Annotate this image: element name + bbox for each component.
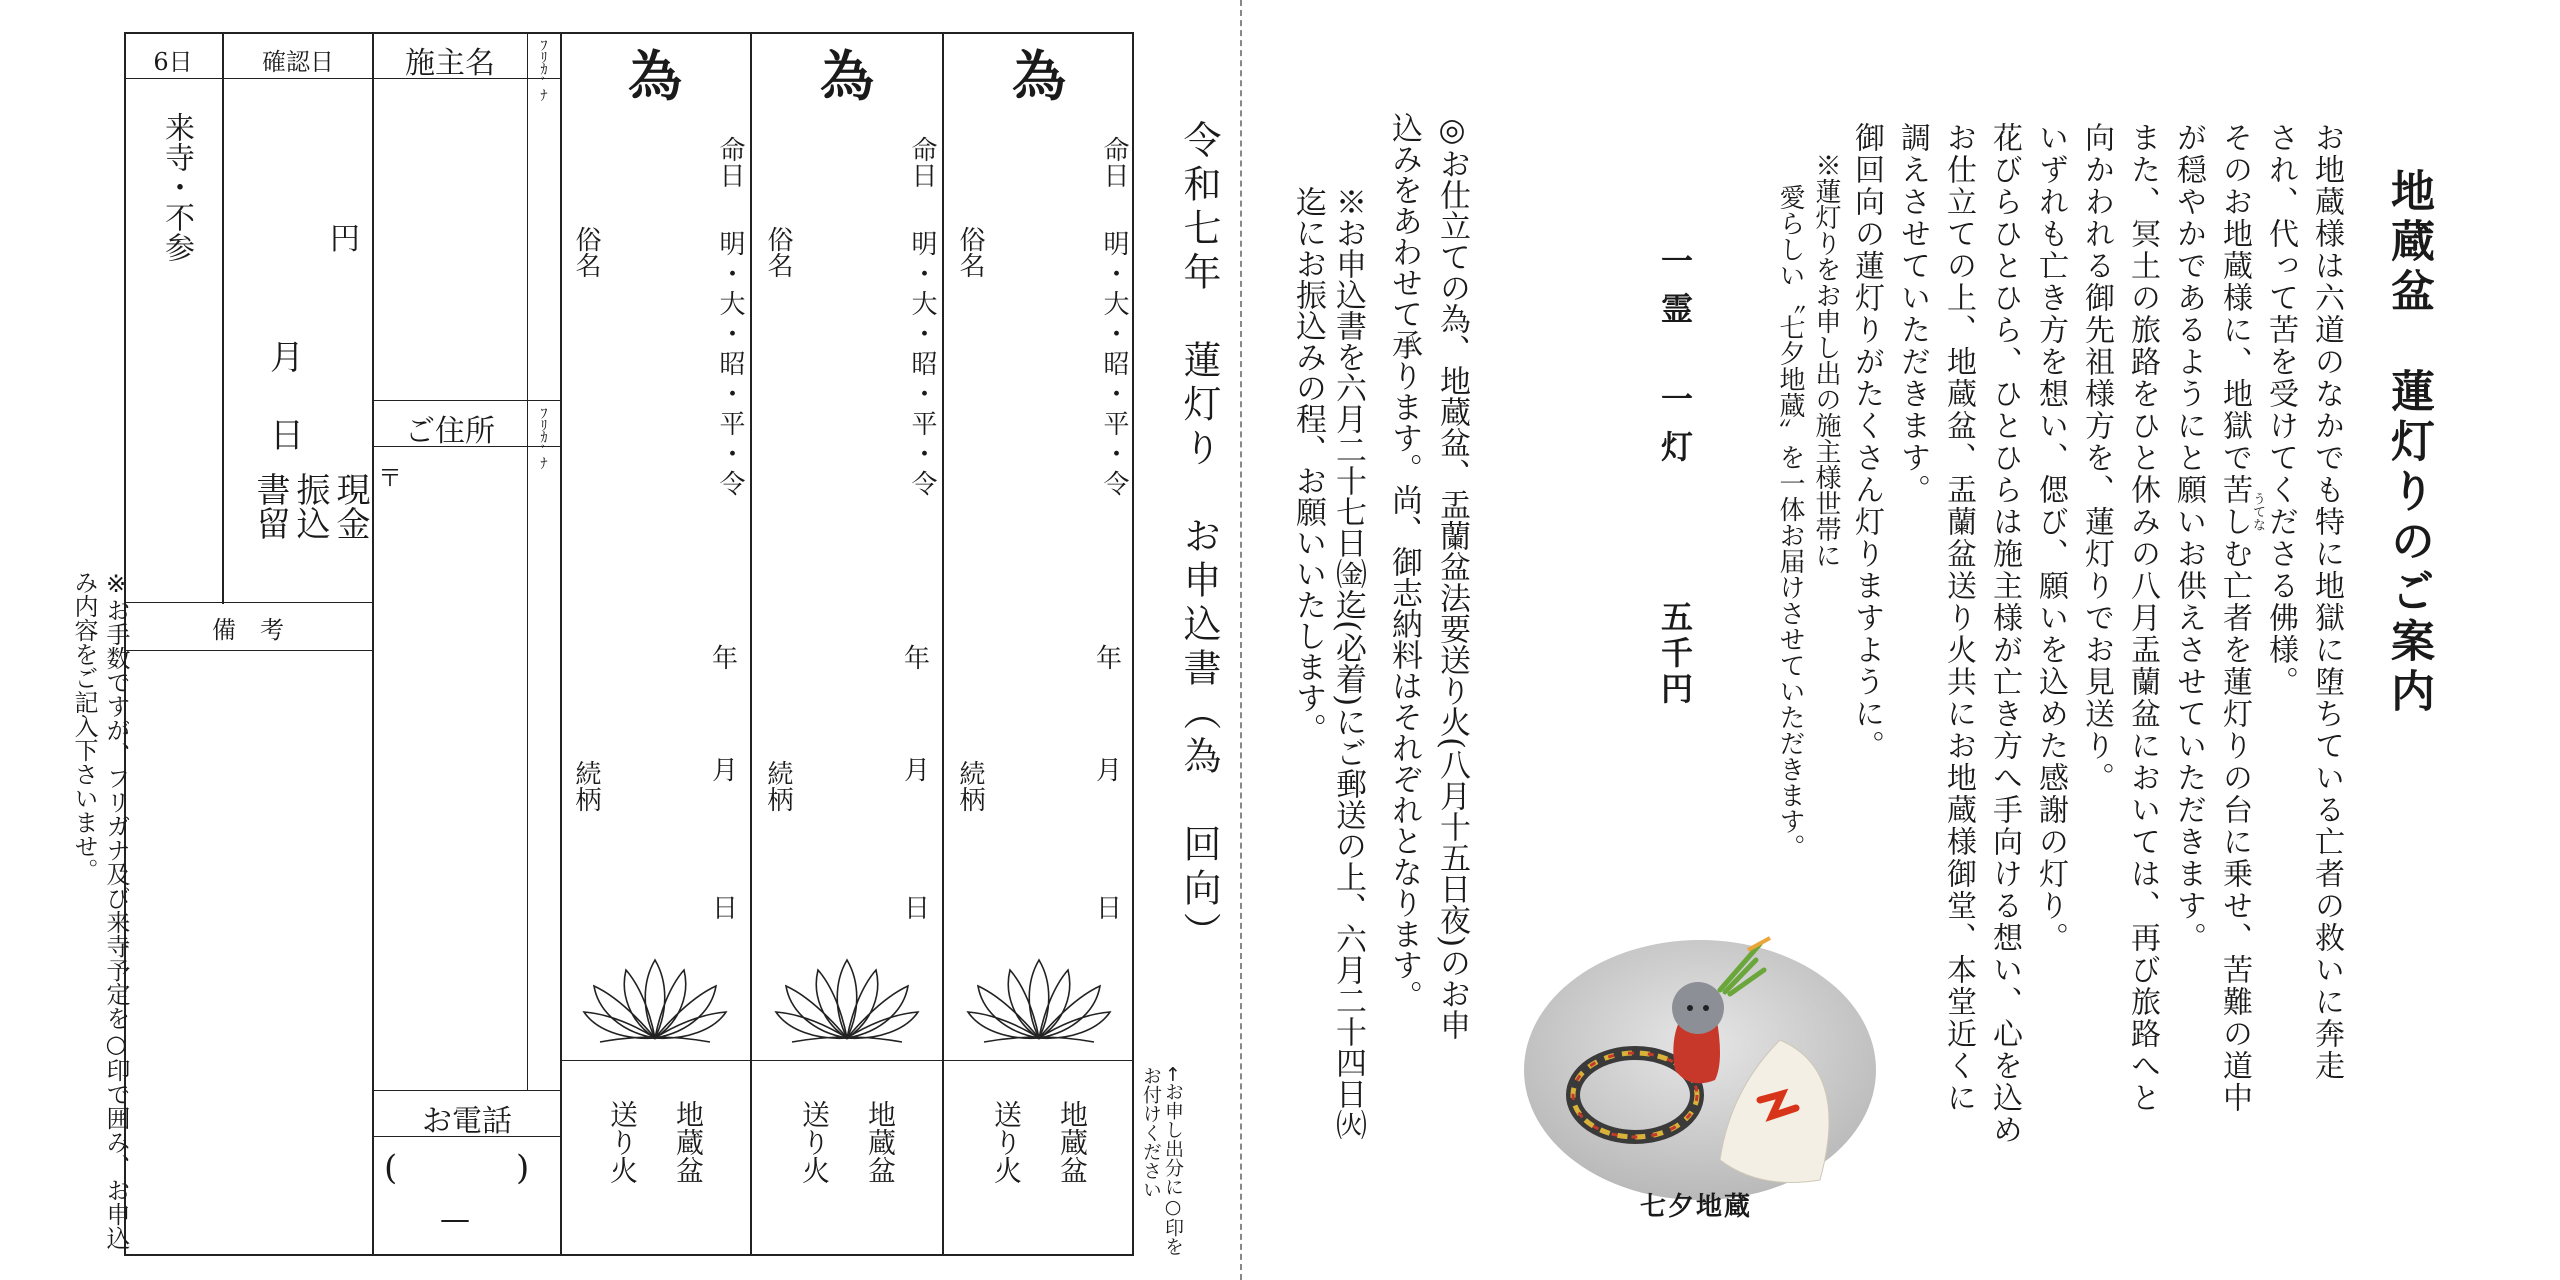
day-unit: 日 — [270, 416, 304, 456]
era-options[interactable]: 明・大・昭・平・令 — [1099, 230, 1129, 500]
info-line: お地蔵様は六道のなかでも特に地獄に堕ちている亡者の救いに奔走 — [2309, 122, 2344, 1082]
meinichi-label: 命日 — [1099, 136, 1129, 188]
info-line: が穏やかであるようにと願いお供えさせていただきます。 — [2171, 122, 2206, 954]
lotus-icon — [772, 952, 922, 1048]
year-unit: 年 — [1096, 644, 1123, 674]
yen-unit: 円 — [330, 222, 360, 257]
day-unit: 日 — [904, 894, 931, 924]
payment-registered[interactable]: 書留 — [250, 472, 290, 540]
price-reikon: 一霊 — [1656, 244, 1694, 340]
day-unit: 日 — [1096, 894, 1123, 924]
tanabata-jizo-photo — [1520, 930, 1880, 1230]
payment-cash[interactable]: 現金 — [330, 472, 370, 540]
jizoubon-option[interactable]: 地蔵盆 — [864, 1100, 897, 1184]
info-line: いずれも亡き方を想い、偲び、願いを込めた感謝の灯り。 — [2033, 122, 2068, 954]
furigana-label-name: ﾌﾘｶﾞﾅ — [535, 38, 551, 100]
phone-paren-open: ( — [384, 1148, 398, 1188]
month-unit: 月 — [1096, 756, 1123, 786]
deadline-note: ※お申込書を六月二十七日㈮迄(必着)にご郵送の上、六月二十四日㈫迄にお振込みの程、お願いいたします。 — [1290, 186, 1366, 1141]
circle-instruction: ←お申し出分に○印をお付けください — [1140, 1066, 1184, 1256]
address-label: ご住所 — [405, 414, 495, 449]
zokugara-label: 続柄 — [571, 760, 601, 812]
okuribi-option[interactable]: 送り火 — [606, 1100, 639, 1184]
phone-paren-close: ) — [516, 1148, 530, 1188]
era-options[interactable]: 明・大・昭・平・令 — [907, 230, 937, 500]
seshu-name-field[interactable] — [376, 82, 526, 398]
okuribi-option[interactable]: 送り火 — [990, 1100, 1023, 1184]
price-itto: 一灯 — [1656, 382, 1694, 478]
day6-header: 6日 — [153, 48, 193, 76]
jizoubon-option[interactable]: 地蔵盆 — [672, 1100, 705, 1184]
info-title: 地蔵盆 蓮灯りのご案内 — [2383, 168, 2434, 718]
info-line: 花びらひとひら、ひとひらは施主様が亡き方へ手向ける想い、心を込め — [1987, 122, 2022, 1146]
kakunin-header: 確認日 — [262, 48, 334, 76]
lotus-icon — [964, 952, 1114, 1048]
price-amount: 五千円 — [1656, 600, 1694, 708]
side-note: ※お手数ですが、フリガナ及び来寺予定を○印で囲み、お申込み内容をご記入下さいませ。 — [70, 570, 130, 1250]
okuribi-option[interactable]: 送り火 — [798, 1100, 831, 1184]
info-line: お仕立ての上、地蔵盆、盂蘭盆送り火共にお地蔵様御堂、本堂近くに — [1941, 122, 1976, 1114]
phone-label: お電話 — [422, 1104, 512, 1139]
tame-heading: 為 — [1012, 44, 1066, 108]
zokumyo-label: 俗名 — [763, 226, 793, 278]
day-unit: 日 — [712, 894, 739, 924]
form-title: 令和七年 蓮灯り お申込書（為 回向） — [1177, 120, 1221, 956]
month-unit: 月 — [270, 338, 304, 378]
info-line: また、冥土の旅路をひと休みの八月盂蘭盆においては、再び旅路へと — [2125, 122, 2160, 1114]
remarks-label: 備 考 — [212, 616, 284, 644]
zokugara-label: 続柄 — [955, 760, 985, 812]
zokumyo-label: 俗名 — [955, 226, 985, 278]
month-unit: 月 — [712, 756, 739, 786]
postal-mark: 〒 — [378, 464, 402, 492]
info-line: 御回向の蓮灯りがたくさん灯りますように。 — [1849, 122, 1884, 762]
year-unit: 年 — [904, 644, 931, 674]
furigana-label-address: ﾌﾘｶﾞﾅ — [535, 406, 551, 468]
raiji-fusan[interactable]: 来寺・不参 — [159, 112, 194, 262]
meinichi-label: 命日 — [715, 136, 745, 188]
jizoubon-option[interactable]: 地蔵盆 — [1056, 1100, 1089, 1184]
tanabata-note-line1: ※蓮灯りをお申し出の施主様世帯に — [1811, 152, 1841, 568]
info-line: され、代って苦を受けてくださる佛様。 — [2263, 122, 2298, 698]
zokumyo-label: 俗名 — [571, 226, 601, 278]
phone-dash: — — [440, 1202, 470, 1237]
seshu-name-label: 施主名 — [405, 46, 495, 81]
info-line: 調えさせていただきます。 — [1895, 122, 1930, 506]
fold-line — [1240, 0, 1242, 1280]
oshitate-note: ◎お仕立ての為、地蔵盆、盂蘭盆法要送り火(八月十五日夜)のお申込みをあわせて承ります。尚、御志納料はそれぞれとなります。 — [1386, 112, 1470, 1041]
info-line: そのお地蔵様に、地獄で苦しむ亡者を蓮灯りの台に乗せ、苦難の道中 — [2217, 122, 2252, 1114]
tame-heading: 為 — [628, 44, 682, 108]
lotus-icon — [580, 952, 730, 1048]
info-line: 向かわれる御先祖様方を、蓮灯りでお見送り。 — [2079, 122, 2114, 794]
address-field[interactable] — [376, 450, 526, 1086]
payment-transfer[interactable]: 振込 — [290, 472, 330, 540]
month-unit: 月 — [904, 756, 931, 786]
era-options[interactable]: 明・大・昭・平・令 — [715, 230, 745, 500]
tame-heading: 為 — [820, 44, 874, 108]
meinichi-label: 命日 — [907, 136, 937, 188]
ruby-text: うてな — [2250, 492, 2265, 531]
photo-caption: 七夕地蔵 — [1640, 1192, 1753, 1222]
remarks-field[interactable] — [126, 652, 370, 1252]
tanabata-note-line2: 愛らしい〝七夕地蔵〟を一体お届けさせていただきます。 — [1775, 184, 1805, 860]
zokugara-label: 続柄 — [763, 760, 793, 812]
year-unit: 年 — [712, 644, 739, 674]
